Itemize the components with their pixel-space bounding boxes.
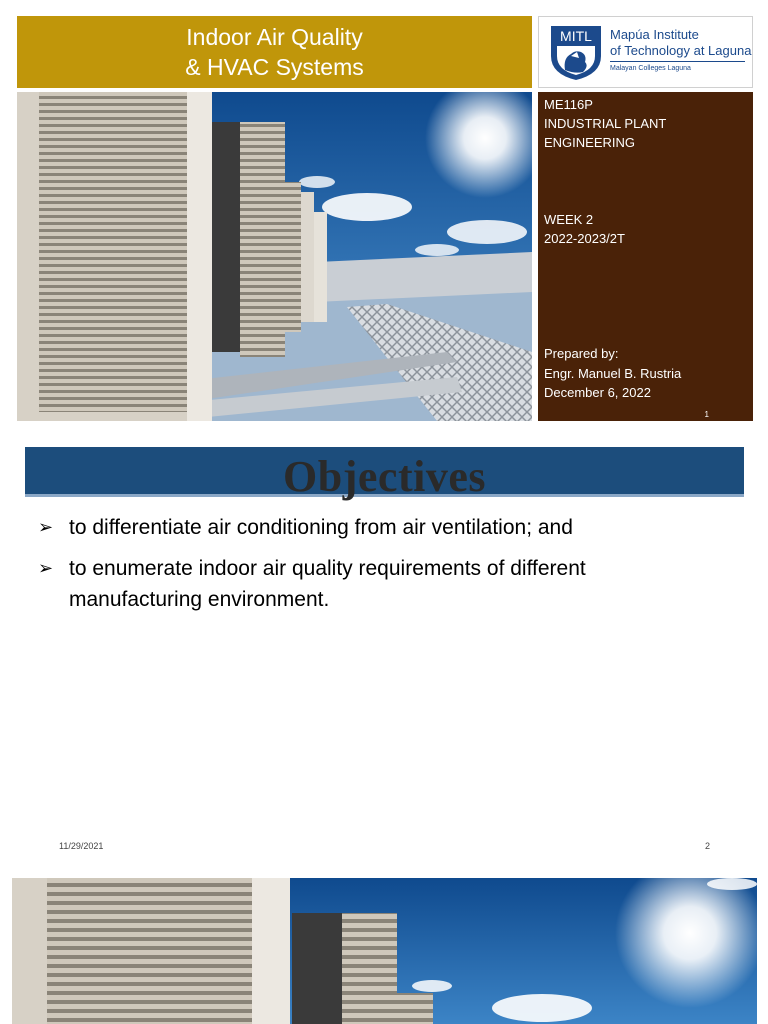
slide-1 xyxy=(0,0,768,430)
week-label: WEEK 2 xyxy=(544,212,594,227)
slide-2-footer-date: 11/29/2021 xyxy=(59,841,104,851)
objectives-title: Objectives xyxy=(283,452,486,501)
objective-text: to enumerate indoor air quality requirements of different manufacturing environment. xyxy=(69,557,586,611)
author-name: Engr. Manuel B. Rustria xyxy=(544,366,682,381)
title-banner xyxy=(17,16,532,88)
slide-2-page-number: 2 xyxy=(705,841,711,851)
slide-3-rooftop-hvac-photo xyxy=(12,878,757,1024)
rooftop-hvac-units-photo xyxy=(17,92,532,421)
logo-subname: Malayan Colleges Laguna xyxy=(610,65,691,72)
objective-item xyxy=(38,512,709,543)
photo-illustration xyxy=(17,92,532,421)
seal-icon xyxy=(547,22,605,82)
photo-illustration xyxy=(12,878,757,1024)
arrow-bullet-icon: ➢ xyxy=(38,517,54,537)
slide-1-page-number: 1 xyxy=(704,410,709,419)
course-name-line-1: INDUSTRIAL PLANT xyxy=(544,116,667,131)
title-line-1: Indoor Air Quality xyxy=(186,24,363,50)
course-name-line-2: ENGINEERING xyxy=(544,135,636,150)
logo-name-line-1: Mapúa Institute xyxy=(610,27,699,42)
objectives-header xyxy=(25,447,744,501)
course-info-panel xyxy=(538,92,753,421)
objective-item xyxy=(38,553,709,615)
course-code: ME116P xyxy=(544,97,593,112)
objective-text: to differentiate air conditioning from air ventilation; and xyxy=(69,516,573,539)
logo-name-line-2: of Technology at Laguna xyxy=(610,43,752,58)
term-label: 2022-2023/2T xyxy=(544,231,625,246)
prepared-by-label: Prepared by: xyxy=(544,346,619,361)
arrow-bullet-icon: ➢ xyxy=(38,558,54,578)
logo-divider xyxy=(610,61,745,62)
presentation-date: December 6, 2022 xyxy=(544,385,651,400)
title-line-2: & HVAC Systems xyxy=(185,54,364,80)
logo-mark: MITL xyxy=(560,28,592,44)
institution-logo xyxy=(538,16,753,88)
